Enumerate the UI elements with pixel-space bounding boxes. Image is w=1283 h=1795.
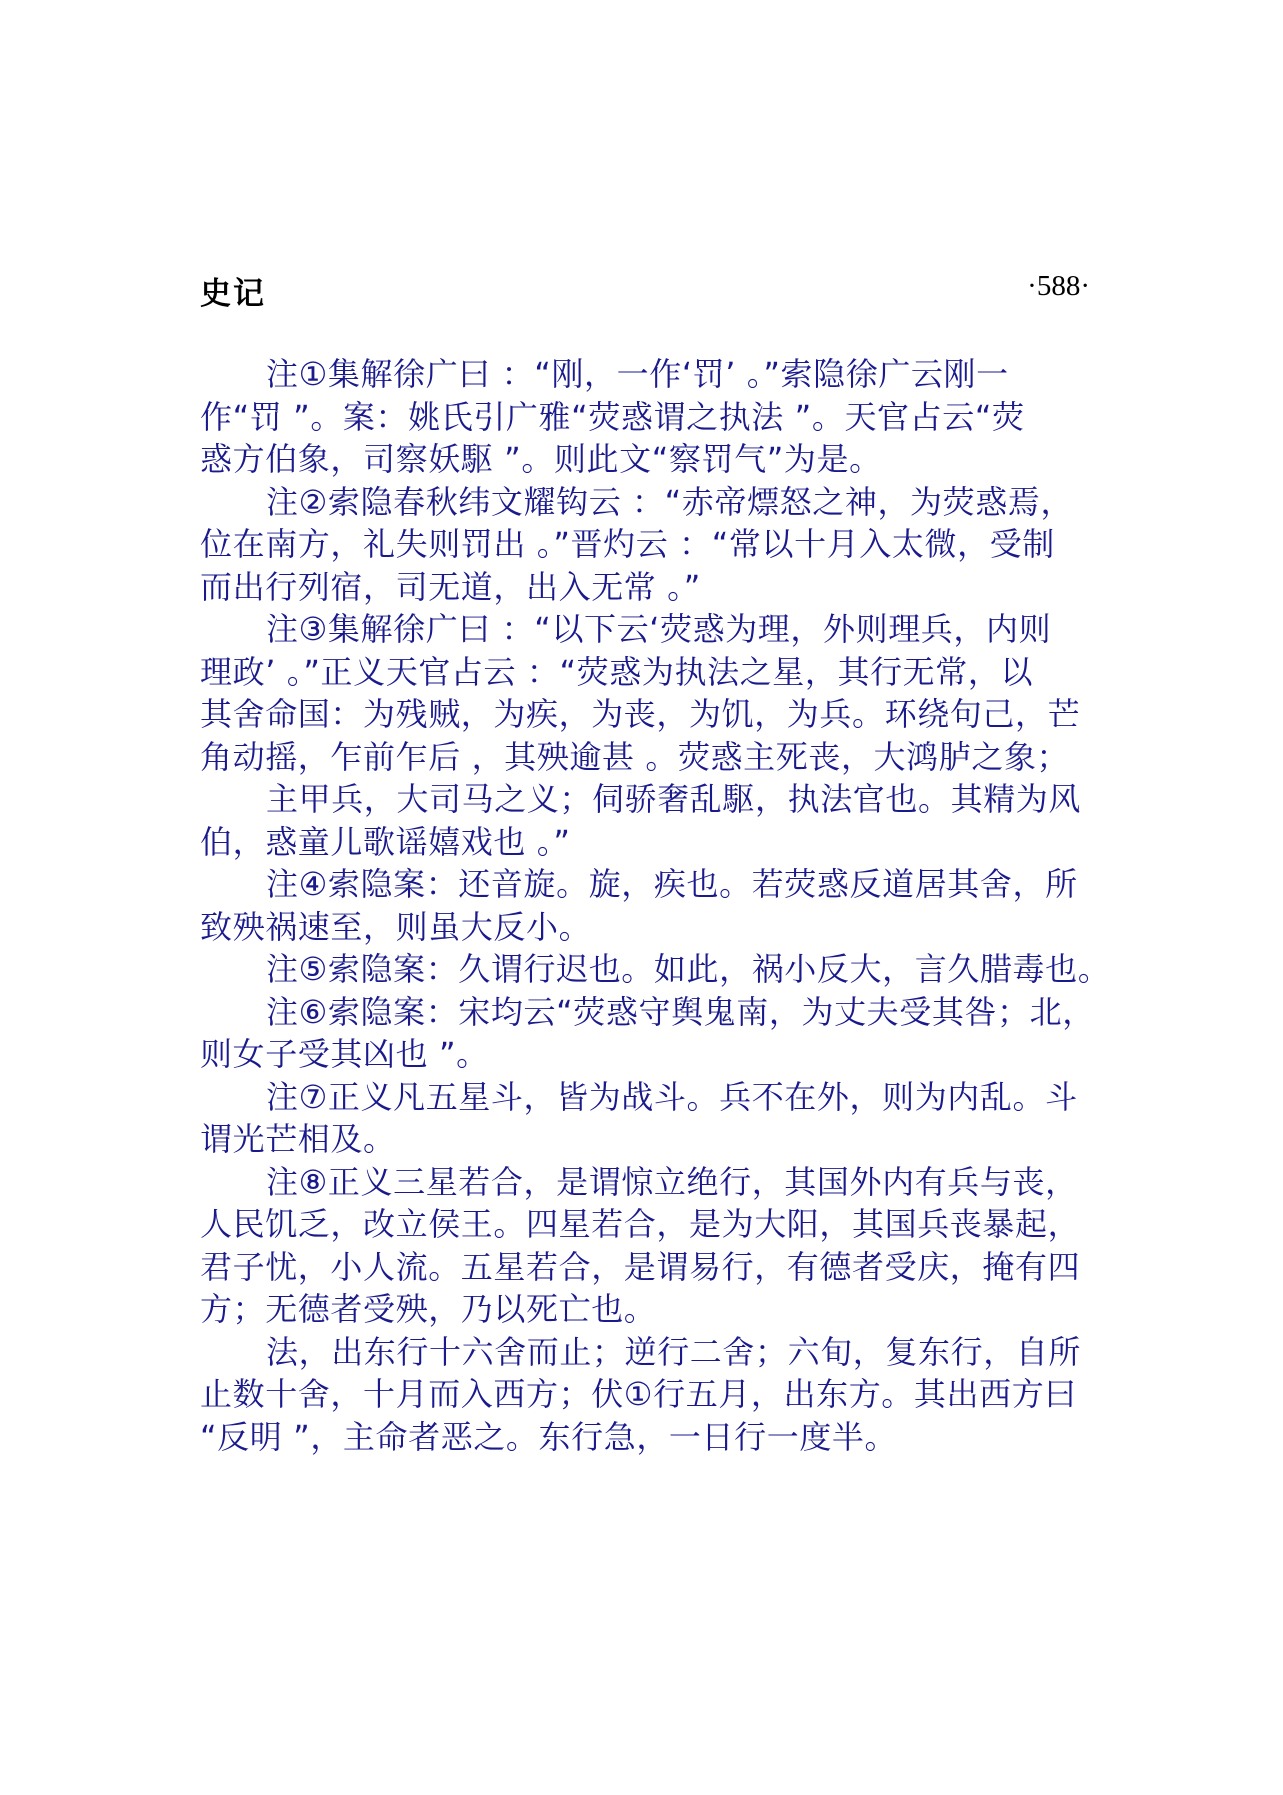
paragraph-note-8 — [200, 1161, 1090, 1331]
paragraph-note-4 — [200, 863, 1090, 948]
text-line: 注①集解徐广曰 ：“刚，一作‘罚’ 。”索隐徐广云刚一 — [266, 355, 1009, 393]
text-line: 方；无德者受殃，乃以死亡也。 — [200, 1290, 657, 1328]
text-line: 伯，惑童儿歌谣嬉戏也 。” — [200, 822, 571, 861]
text-line: 惑方伯象，司察妖駆 ”。则此文“察罚气”为是。 — [200, 440, 882, 478]
page-number: ·588· — [1027, 270, 1090, 302]
text-line: 法，出东行十六舍而止；逆行二舍；六旬，复东行，自所 — [266, 1332, 1082, 1371]
paragraph-main-text — [200, 1331, 1090, 1459]
text-line: 位在南方，礼失则罚出 。”晋灼云 ：“常以十月入太微，受制 — [200, 525, 1055, 563]
text-line: 注③集解徐广曰 ：“以下云‘荧惑为理，外则理兵，内则 — [266, 610, 1052, 648]
text-line: 注⑥索隐案：宋均云“荧惑守舆鬼南，为丈夫受其咎；北， — [266, 992, 1095, 1031]
text-line: 其舍命国：为残贼，为疾，为丧，为饥，为兵。环绕句己，芒 — [200, 695, 1081, 733]
text-line: 理政’ 。”正义天官占云 ：“荧惑为执法之星，其行无常，以 — [200, 652, 1034, 691]
text-line: 作“罚 ”。案：姚氏引广雅“荧惑谓之执法 ”。天官占云“荧 — [200, 397, 1025, 436]
paragraph-note-7 — [200, 1076, 1090, 1161]
text-line: 谓光芒相及。 — [200, 1120, 396, 1158]
text-line: 则女子受其凶也 ”。 — [200, 1035, 489, 1073]
paragraph-note-2 — [200, 481, 1090, 609]
paragraph-note-1 — [200, 353, 1090, 481]
paragraph-note-6 — [200, 991, 1095, 1076]
paragraph-note-3 — [200, 608, 1090, 778]
text-line: 君子忧，小人流。五星若合，是谓易行，有德者受庆，掩有四 — [200, 1247, 1081, 1286]
text-line: 注⑤索隐案：久谓行迟也。如此，祸小反大，言久腊毒也。 — [266, 950, 1111, 988]
text-line: 注②索隐春秋纬文耀钩云 ：“赤帝熛怒之神，为荧惑焉， — [266, 482, 1074, 521]
text-line: 人民饥乏，改立侯王。四星若合，是为大阳，其国兵丧暴起， — [200, 1205, 1081, 1243]
text-line: “反明 ”，主命者恶之。东行急，一日行一度半。 — [200, 1417, 898, 1456]
text-line: 注⑧正义三星若合，是谓惊立绝行，其国外内有兵与丧， — [266, 1162, 1078, 1201]
paragraph-note-5 — [200, 948, 1111, 991]
text-line: 止数十舍，十月而入西方；伏①行五月，出东方。其出西方曰 — [200, 1375, 1077, 1413]
text-line: 致殃祸速至，则虽大反小。 — [200, 907, 592, 946]
body-text — [200, 353, 1111, 1458]
book-title: 史记 — [200, 276, 266, 312]
text-line: 主甲兵，大司马之义；伺骄奢乱駆，执法官也。其精为风 — [266, 780, 1082, 818]
text-line: 角动摇，乍前乍后 ，其殃逾甚 。荧惑主死丧，大鸿胪之象； — [200, 737, 1070, 776]
text-line: 注⑦正义凡五星斗，皆为战斗。兵不在外，则为内乱。斗 — [266, 1077, 1078, 1116]
paragraph-note-3-continued — [200, 778, 1090, 863]
text-line: 而出行列宿，司无道，出入无常 。” — [200, 567, 701, 606]
running-head — [200, 268, 1090, 312]
text-line: 注④索隐案：还音旋。旋，疾也。若荧惑反道居其舍，所 — [266, 865, 1078, 903]
